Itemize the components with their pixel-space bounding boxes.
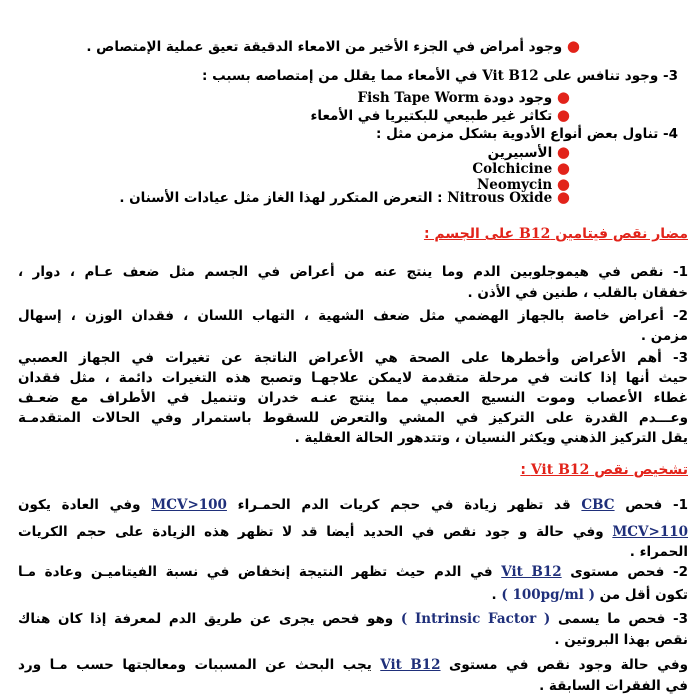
section-heading: مضار نقص فيتامين B12 على الجسم : (423, 226, 688, 242)
paragraph-line: خفقان بالقلب ، طنين في الأذن . (467, 285, 688, 301)
bullet-icon: ● (566, 37, 580, 55)
paragraph-line: 3- فحص ما يسمى ( Intrinsic Factor ) وهو فحص يجرى عن طريق الدم لمعرفة إذا كان هناك (18, 611, 689, 627)
list-item: ● Colchicine (472, 159, 570, 177)
paragraph-line: مزمن . (640, 328, 688, 344)
paragraph-line: 2- فحص مستوى Vit B12 في الدم حيث تظهر النتيجة إنخفاض في نسبة الفيتاميـن وعادة مـا (18, 564, 689, 580)
list-item: ● وجود دودة Fish Tape Worm (357, 88, 570, 106)
list-item: 3- وجود تنافس على Vit B12 في الأمعاء مما يقلل من إمتصاصه بسبب : (202, 68, 678, 84)
paragraph-line: 2- أعراض خاصة بالجهاز الهضمي مثل ضعف الشهية ، التهاب اللسان ، فقدان الوزن ، إسهال (18, 308, 688, 324)
bullet-icon: ● (556, 188, 570, 206)
bullet-icon: ● (556, 106, 570, 124)
bullet-icon: ● (556, 88, 570, 106)
paragraph-line: 1- فحص CBC قد تظهر زيادة في حجم كريات الدم الحمـراء MCV>100 وفي العادة يكون (18, 497, 689, 513)
list-item: ● وجود أمراض في الجزء الأخير من الامعاء الدقيقة تعيق عملية الإمتصاص . (86, 37, 580, 55)
paragraph-line: وعـــدم القدرة على التركيز في المشي والتعرض للسقوط باستمرار وفي الحالات المتقدمـة (18, 410, 688, 426)
list-item: ● Neomycin (476, 175, 570, 193)
bullet-icon: ● (556, 175, 570, 193)
paragraph-line: 1- نقص في هيموجلوبين الدم وما ينتج عنه من أعراض في الجسم مثل ضعف عـام ، دوار ، (18, 264, 688, 280)
section-heading: تشخيص نقص Vit B12 : (520, 462, 688, 478)
paragraph-line: يقل التركيز الذهني ويكثر النسيان ، وتتدهور الحالة العقلية . (294, 430, 688, 446)
list-item: 4- تناول بعض أنواع الأدوية بشكل مزمن مثل : (375, 126, 678, 142)
list-item: ● Nitrous Oxide : التعرض المتكرر لهذا الغاز مثل عيادات الأسنان . (119, 188, 570, 206)
paragraph-line: غطاء الأعصاب وموت النسيج العصبي مما ينتج عنـه خدران وتنميل في الأطراف مع ضعـف (18, 390, 688, 406)
list-item: ● تكاثر غير طبيعي للبكتيريا في الأمعاء (310, 106, 570, 124)
list-item: ● الأسبيرين (487, 143, 570, 161)
paragraph-line: الحمراء . (629, 544, 688, 560)
bullet-icon: ● (556, 143, 570, 161)
paragraph-line: 3- أهم الأعراض وأخطرها على الصحة هي الأعراض الناتجة عن تغيرات في الجهاز العصبي (18, 350, 688, 366)
bullet-icon: ● (556, 159, 570, 177)
paragraph-line: حيث أنها إذا كانت في مرحلة متقدمة لايمكن علاجهـا وتصبح هذه التغيرات دائمة ، مثل فقدان (18, 370, 688, 386)
paragraph-line: تكون أقل من ( 100pg/ml ) . (491, 587, 688, 603)
paragraph-line: نقص بهذا البروتين . (554, 632, 688, 648)
paragraph-line: في الفقرات السابقة . (539, 678, 688, 694)
paragraph-line: MCV>110 وفي حالة و جود نقص في الحديد أيضا قد لا تظهر هذه الزيادة على حجم الكريات (18, 524, 688, 540)
paragraph-line: وفي حالة وجود نقص في مستوى Vit B12 يجب البحث عن المسببات ومعالجتها حسب مـا ورد (18, 657, 689, 673)
